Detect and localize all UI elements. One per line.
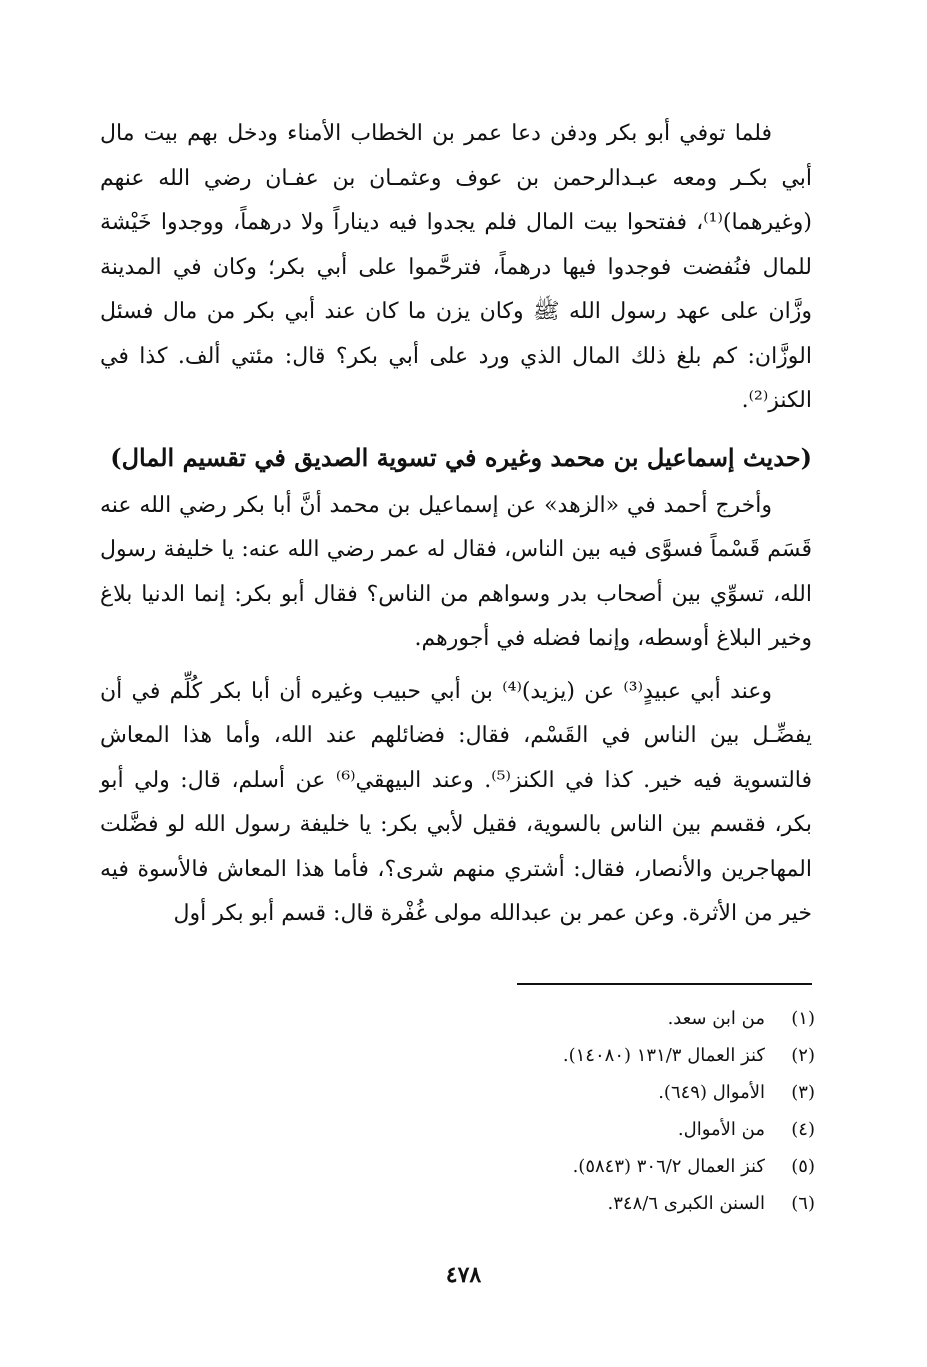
footnote-1: [415, 1000, 815, 1037]
page-number: ٤٧٨: [445, 1262, 482, 1288]
footnote-number: (٦): [791, 1193, 815, 1214]
footnote-number: (٢): [791, 1045, 815, 1066]
footnote-separator: [517, 983, 812, 985]
footnote-number: (١): [791, 1008, 815, 1029]
footnote-text: كنز العمال ٣٠٦/٢ (٥٨٤٣).: [572, 1156, 765, 1177]
footnote-text: السنن الكبرى ٣٤٨/٦.: [607, 1193, 765, 1214]
paragraph-3: وعند أبي عبيدٍ⁽³⁾ عن (يزيد)⁽⁴⁾ بن أبي حبيب وغيره أن أبا بكر كُلِّم في أن يفضِّـل بين الناس في القَسْم، فقال: فضائلهم عند الله، وأما هذا المعاش فالتسوية فيه خير. كذا في الكنز⁽⁵⁾. وعند البيهقي⁽⁶⁾ عن أسلم، قال: ولي أبو بكر، فقسم بين الناس بالسوية، فقيل لأبي بكر: يا خليفة رسول الله لو فضَّلت المهاجرين والأنصار، فقال: أشتري منهم شرى؟، فأما هذا المعاش فالأسوة فيه خير من الأثرة. وعن عمر بن عبدالله مولى غُفْرة قال: قسم أبو بكر أول: [100, 678, 812, 926]
footnote-5: [415, 1148, 815, 1185]
footnote-text: من الأموال.: [677, 1119, 765, 1140]
footnote-4: [415, 1111, 815, 1148]
paragraph-2: وأخرج أحمد في «الزهد» عن إسماعيل بن محمد أنَّ أبا بكر رضي الله عنه قَسَم قَسْماً فسوَّى فيه بين الناس، فقال له عمر رضي الله عنه: يا خليفة رسول الله، تسوِّي بين أصحاب بدر وسواهم من الناس؟ فقال أبو بكر: إنما الدنيا بلاغ وخير البلاغ أوسطه، وإنما فضله في أجورهم.: [100, 492, 812, 651]
footnote-6: [415, 1185, 815, 1222]
paragraph-1: فلما توفي أبو بكر ودفن دعا عمر بن الخطاب الأمناء ودخل بهم بيت مال أبي بكـر ومعه عبـدالرحمن بن عوف وعثمـان بن عفـان رضي الله عنهم (وغيرهما)⁽¹⁾، ففتحوا بيت المال فلم يجدوا فيه ديناراً ولا درهماً، ووجدوا خَيْشة للمال فنُفضت فوجدوا فيها درهماً، فترحَّموا على أبي بكر؛ وكان في المدينة وزَّان على عهد رسول الله ﷺ وكان يزن ما كان عند أبي بكر من مال فسئل الوزَّان: كم بلغ ذلك المال الذي ورد على أبي بكر؟ قال: مئتي ألف. كذا في الكنز⁽²⁾.: [100, 121, 812, 413]
footnote-number: (٤): [791, 1119, 815, 1140]
footnotes: [415, 1000, 815, 1222]
footnote-number: (٣): [791, 1082, 815, 1103]
footnote-text: من ابن سعد.: [667, 1008, 765, 1029]
footnote-text: كنز العمال ١٣١/٣ (١٤٠٨٠).: [562, 1045, 765, 1066]
footnote-text: الأموال (٦٤٩).: [658, 1082, 765, 1103]
footnote-2: [415, 1037, 815, 1074]
section-heading: (حديث إسماعيل بن محمد وغيره في تسوية الصديق في تقسيم المال): [110, 442, 812, 472]
page-body: [100, 112, 812, 937]
footnote-number: (٥): [791, 1156, 815, 1177]
footnote-3: [415, 1074, 815, 1111]
